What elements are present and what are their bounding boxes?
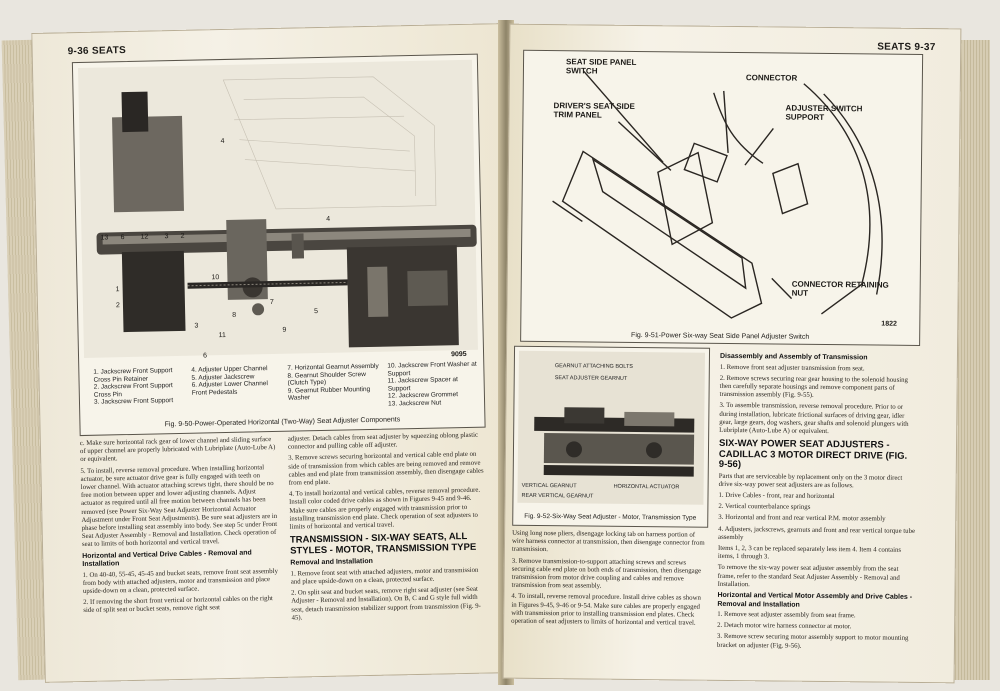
- legend-item: 8. Gearnut Shoulder Screw (Clutch Type): [287, 370, 366, 387]
- figure-9-52: [512, 346, 710, 528]
- legend-item: 1. Jackscrew Front Support Cross Pin Retainer: [93, 367, 173, 384]
- callout: 7: [269, 298, 274, 307]
- right-column-2: [717, 350, 918, 655]
- section-heading: Removal and Installation: [290, 558, 373, 567]
- left-page: [31, 23, 515, 683]
- figure-caption: Fig. 9-50-Power-Operated Horizontal (Two-Way) Seat Adjuster Components: [164, 416, 401, 429]
- right-running-head: SEATS 9-37: [877, 41, 936, 54]
- section-heading: Horizontal and Vertical Motor Assembly and Drive Cables - Removal and Installation: [717, 591, 913, 609]
- paragraph: 3. Remove transmission-to-support attaching screws and screws securing cable end plate on both ends of transmission, then disengage transmission from motor drive coupling and cables and remove transmission from seat assembly.: [511, 557, 702, 590]
- legend-item: 12. Jackscrew Grommet: [387, 391, 459, 400]
- legend-item: 11. Jackscrew Spacer at Support: [387, 376, 458, 393]
- left-running-head: 9-36 SEATS: [67, 45, 127, 58]
- callout: 2: [180, 232, 185, 240]
- paragraph: To remove the six-way power seat adjuster assembly from the seat frame, refer to the standard Seat Adjuster Assembly - Removal and Installation.: [717, 564, 900, 589]
- figure-caption: Fig. 9-52-Six-Way Seat Adjuster - Motor, Transmission Type: [524, 512, 697, 522]
- list-item: 1. Drive Cables - front, rear and horizontal: [718, 491, 835, 501]
- figure-caption: Fig. 9-51-Power Six-way Seat Side Panel Adjuster Switch: [631, 331, 810, 341]
- legend-column: [93, 367, 184, 406]
- callout: 10: [211, 274, 220, 282]
- callout-connector: CONNECTOR: [745, 73, 798, 83]
- legend-column: [287, 363, 380, 402]
- photo-label: GEARNUT ATTACHING BOLTS: [554, 363, 634, 370]
- paragraph: Parts that are serviceable by replacement only on the 3 motor direct drive six-way power seat adjusters are as follows.: [718, 472, 903, 490]
- section-title: TRANSMISSION - SIX-WAY SEATS, ALL STYLES - MOTOR, TRANSMISSION TYPE: [289, 531, 477, 557]
- callout: 5: [314, 308, 319, 316]
- paragraph: 2. On split seat and bucket seats, remove right seat adjuster (see Seat Adjuster - Removal and Installation). On B, C and G style full width seat, detach transmission stabilizer support from transmission (Fig. 9-45).: [290, 585, 481, 622]
- figure-9-51: [520, 50, 923, 346]
- legend-item: 9. Gearnut Rubber Mounting Washer: [287, 385, 371, 402]
- legend-item: 6. Adjuster Lower Channel Front Pedestals: [191, 380, 268, 397]
- paragraph: 2. Detach motor wire harness connector at motor.: [717, 622, 852, 631]
- photo-label: VERTICAL GEARNUT: [521, 482, 577, 490]
- paragraph: 1. Remove front seat adjuster transmission from seat.: [719, 363, 865, 372]
- paragraph: 5. To install, reverse removal procedure. When installing horizontal actuator, be sure actuator drive gear is fully engaged with teeth on lower channel. With actuator attaching screws tight, there should be no free motion between upper and lower adjusting channels. Adjust actuator as required until all free motion between channels has been removed (see Power Six-Way Seat Adjuster Horizontal Actuator Adjustment under Front Seat Adjustments). Be sure seat adjusters are in phase before installing seat assembly into body. See step 5c under Front Seat Adjuster Assembly - Removal and Installation. Check operation of seat to limits of both horizontal and vertical travel.: [80, 463, 278, 549]
- callout: 3: [194, 322, 199, 330]
- section-heading: Horizontal and Vertical Drive Cables - Removal and Installation: [82, 549, 252, 569]
- callout: 6: [120, 234, 125, 242]
- section-title: SIX-WAY POWER SEAT ADJUSTERS - CADILLAC 3 MOTOR DIRECT DRIVE (FIG. 9-56): [718, 437, 908, 471]
- paragraph: Items 1, 2, 3 can be replaced separately less item 4. Item 4 contains items, 1 through 3.: [717, 544, 902, 561]
- list-item: 2. Vertical counterbalance springs: [718, 503, 811, 512]
- paragraph: 1. Remove front seat with attached adjusters, motor and transmission and place upside-down on a clean, protected surface.: [290, 566, 479, 586]
- paragraph: 1. Remove seat adjuster assembly from seat frame.: [717, 610, 856, 620]
- paragraph: 4. To install horizontal and vertical cables, reverse removal procedure. Install color coded drive cables as shown in Figures 9-45 and 9-46. Make sure cables are properly engaged with transmission prior to installing transmission end plate. Check operation of seat adjusters to limits of horizontal and vertical travel.: [288, 486, 481, 531]
- right-page: [503, 24, 962, 684]
- paragraph: c. Make sure horizontal rack gear of lower channel and sliding surface of upper channel are properly lubricated with Lubriplate (Auto-Lube A) or equivalent.: [79, 436, 276, 464]
- left-column-2: [288, 432, 488, 626]
- callout: 11: [218, 331, 226, 340]
- paragraph: Using long nose pliers, disengage locking tab on harness portion of wire harness connector at transmission, then disengage connector from transmission.: [511, 529, 705, 554]
- callout: 2: [115, 302, 120, 310]
- left-column-1: [80, 436, 280, 619]
- figure-code: 9095: [451, 350, 467, 359]
- legend-column: [387, 361, 480, 408]
- legend-item: 5. Adjuster Jackscrew: [191, 372, 255, 382]
- callout: 1: [115, 286, 120, 294]
- callout-connector-retaining-nut: CONNECTOR RETAINING NUT: [791, 279, 889, 298]
- paragraph: 2. Remove screws securing rear gear housing to the solenoid housing then carefully separate housings and remove component parts of transmission assembly (Fig. 9-55).: [719, 374, 908, 399]
- callout-drivers-seat-side-trim-panel: DRIVER'S SEAT SIDE TRIM PANEL: [553, 101, 635, 120]
- callout: 8: [232, 311, 237, 319]
- figure-code: 1822: [881, 320, 897, 328]
- legend-column: [191, 365, 280, 397]
- callout-adjuster-switch-support: ADJUSTER SWITCH SUPPORT: [785, 103, 863, 122]
- legend-item: 13. Jackscrew Nut: [388, 398, 442, 408]
- callout: 13: [100, 234, 109, 242]
- callout: 12: [140, 233, 149, 241]
- legend-item: 2. Jackscrew Front Support Cross Pin: [93, 382, 173, 399]
- photo-label: SEAT ADJUSTER GEARNUT: [554, 375, 628, 382]
- paragraph: adjuster. Detach cables from seat adjuster by squeezing oblong plastic connector and pulling cable off adjuster.: [287, 431, 479, 451]
- legend-item: 3. Jackscrew Front Support: [93, 397, 174, 406]
- callout: 6: [202, 352, 208, 360]
- paragraph: 2. If removing the short front vertical or horizontal cables on the right side of split seat or bucket seats, remove right seat: [83, 595, 273, 615]
- figure-9-50: [72, 54, 486, 436]
- list-item: 3. Horizontal and front and rear vertical P.M. motor assembly: [718, 514, 886, 524]
- callout: 4: [326, 215, 331, 223]
- photo-label: HORIZONTAL ACTUATOR: [613, 483, 680, 491]
- callout: 3: [164, 233, 169, 241]
- seat-adjuster-photo: [73, 55, 483, 363]
- legend-item: 7. Horizontal Gearnut Assembly: [287, 362, 379, 372]
- legend-item: 4. Adjuster Upper Channel: [191, 365, 268, 374]
- photo-label: REAR VERTICAL GEARNUT: [521, 492, 594, 500]
- paragraph: 4. To install, reverse removal procedure. Install drive cables as shown in Figures 9-45, 9-46 or 9-54. Make sure cables are properly engaged with transmission prior to installing transmission end plates. Check operation of seat adjusters to limits of horizontal and vertical travel.: [511, 593, 701, 627]
- callout: 4: [220, 137, 225, 146]
- list-item: 4. Adjusters, jackscrews, gearnuts and front and rear vertical torque tube assembly: [718, 525, 916, 541]
- right-column-1: [511, 530, 708, 631]
- callout-seat-side-panel-switch: SEAT SIDE PANEL SWITCH: [565, 57, 637, 76]
- paragraph: 3. Remove screws securing horizontal and vertical cable end plate on side of transmission from which cables are being removed and remove cables and end plate from transmission assembly, then disengage cables from end plate.: [288, 451, 484, 487]
- paragraph: 3. To assemble transmission, reverse removal procedure. Prior to or during installation, lubricate frictional surfaces of driving gear, idler gear, large gears, dog washers, gear shafts and solenoid plungers with Lubriplate (Auto-Lube A) or equivalent.: [719, 402, 909, 435]
- paragraph: 3. Remove screw securing motor assembly support to motor mounting bracket on adjuster (Fig. 9-56).: [716, 633, 909, 650]
- paragraph: 1. On 40-40, 55-45, 45-45 and bucket seats, remove front seat assembly from body with attached adjusters, motor and transmission and place upside-down on a clean, protected surface.: [82, 567, 279, 596]
- section-heading: Disassembly and Assembly of Transmission: [719, 352, 868, 362]
- legend-item: 10. Jackscrew Front Washer at Support: [387, 360, 477, 378]
- callout: 9: [282, 326, 287, 334]
